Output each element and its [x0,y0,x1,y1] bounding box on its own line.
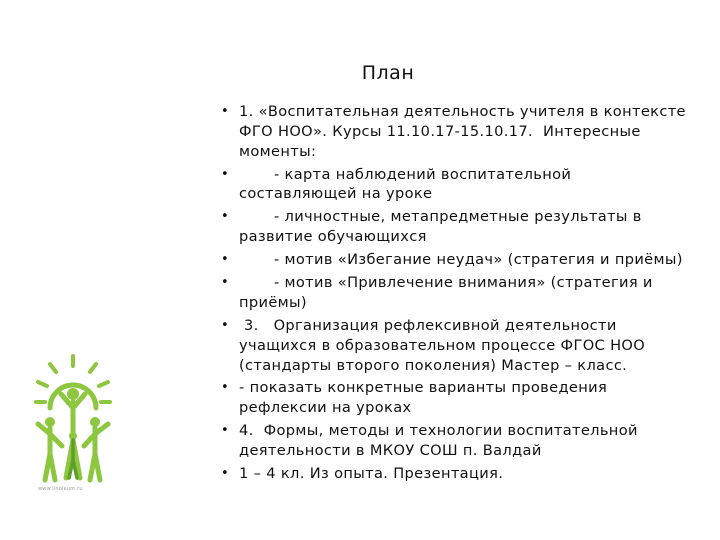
bullet: • [221,104,230,119]
plan-item-1 [221,102,691,161]
bullet: • [221,166,230,182]
slide-title: План [361,62,415,84]
bullet: • [221,380,230,396]
plan-item-text: 1. «Воспитательная деятельность учителя в контексте ФГО НОО». Курсы 11.10.17-15.10.17. Интересные моменты: [239,103,691,160]
plan-item-8 [221,421,691,461]
plan-item-text: 1 – 4 кл. Из опыта. Презентация. [239,465,504,483]
plan-item-3 [221,207,691,247]
plan-item-text: 3. Организация рефлексивной деятельности учащихся в образовательном процессе ФГОС НОО (стандарты второго поколения) Мастер – класс. [239,316,651,374]
plan-item-7 [221,378,691,418]
plan-list [221,102,691,487]
bullet: • [221,252,230,268]
sun-and-children-icon [28,350,118,490]
plan-item-6 [221,316,691,375]
plan-item-text: - мотив «Привлечение внимания» (стратегия и приёмы) [239,274,658,311]
bullet: • [221,423,230,439]
plan-item-text: - мотив «Избегание неудач» (стратегия и приёмы) [239,251,683,269]
plan-item-text: - показать конкретные варианты проведения рефлексии на уроках [239,379,613,417]
logo-caption: www.linoleum.ru [38,486,83,492]
plan-item-text: 4. Формы, методы и технологии воспитательной деятельности в МКОУ СОШ п. Валдай [239,422,643,460]
bullet: • [221,466,230,482]
plan-item-2 [221,165,691,205]
bullet: • [221,209,230,225]
plan-item-text: - личностные, метапредметные результаты в развитие обучающихся [239,208,647,246]
plan-item-text: - карта наблюдений воспитательной составляющей на уроке [239,165,577,203]
plan-item-9 [221,464,691,484]
plan-item-5 [221,273,691,313]
bullet: • [221,317,230,333]
plan-item-4 [221,250,691,270]
bullet: • [221,275,230,291]
